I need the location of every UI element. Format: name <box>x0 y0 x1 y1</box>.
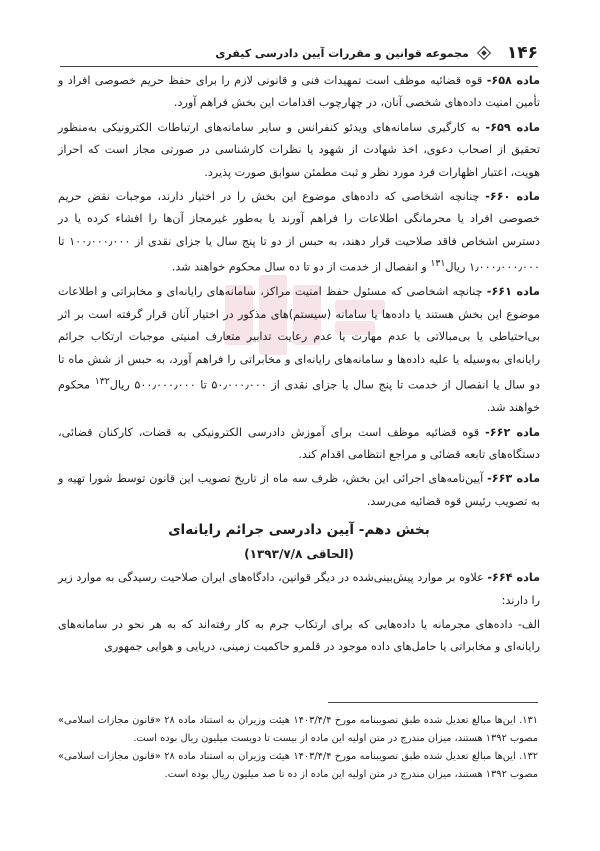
diamond-ornament-icon <box>477 46 491 60</box>
footnote-ref-132[interactable]: ۱۳۲ <box>94 376 110 388</box>
article-664: ماده ۶۶۴- علاوه بر موارد پیش‌بینی‌شده در دیگر قوانین، دادگاه‌های ایران صلاحیت رسیدگی به موارد زیر را دارند: <box>58 571 540 607</box>
footnote-131: ۱۳۱. این‌ها مبالغ تعدیل شده طبق تصویبنامه مورخ ۱۴۰۳/۴/۴ هیئت وزیران به استناد ماده ۲۸ «قانون مجازات اسلامی» مصوب ۱۳۹۲ هستند، میزان مندرج در متن اولیه این ماده از بیست تا دویست میلیون ریال بوده است. <box>58 715 538 744</box>
article-658: ماده ۶۵۸- قوه قضائیه موظف است تمهیدات فنی و قانونی لازم را برای حفظ حریم خصوصی افراد و تأمین امنیت داده‌های شخصی آنان، در چهارچوب اقدامات این بخش فراهم آورد. <box>58 74 541 110</box>
clause-a: الف- داده‌های مجرمانه یا داده‌هایی که برای ارتکاب جرم به کار رفته‌اند که به هر نحو در سامانه‌های رایانه‌ای و مخابراتی یا حامل‌های داده موجود در قلمرو حاکمیت زمینی، دریایی و هوایی جمهوری <box>58 618 540 654</box>
article-662: ماده ۶۶۲- قوه قضائیه موظف است برای آموزش دادرسی الکترونیکی به قضات، کارکنان قضائی، دستگاه‌های تابعه قضائی و مراجع انتظامی اقدام کند. <box>58 425 540 461</box>
main-text <box>58 70 540 661</box>
article-659: ماده ۶۵۹- به کارگیری سامانه‌های ویدئو کنفرانس و سایر سامانه‌های ارتباطات الکترونیکی به‌منظور تحقیق از اصحاب دعوی، اخذ شهادت از شهود یا نظرات کارشناسی در صورتی مجاز است که احراز هویت، اعتبار اظهارات فرد مورد نظر و ثبت مطمئن سوابق صورت پذیرد. <box>58 120 540 179</box>
section-date: (الحاقی ۱۳۹۳/۷/۸) <box>244 547 354 562</box>
article-663: ماده ۶۶۳- آیین‌نامه‌های اجرائی این بخش، ظرف سه ماه از تاریخ تصویب این قانون توسط شورا تهیه و به تصویب رئیس قوه قضائیه می‌رسد. <box>58 472 540 508</box>
page-number: ۱۴۶ <box>506 43 538 63</box>
page-header <box>60 40 538 66</box>
footnotes <box>58 712 538 784</box>
article-660: ماده ۶۶۰- چنانچه اشخاصی که داده‌های موضوع این بخش را در اختیار دارند، موجبات نقض حریم خصوصی افراد یا محرمانگی اطلاعات را فراهم آورند یا به‌طور غیرمجاز آن‌ها را افشاء کرده یا در دسترس اشخاص فاقد صلاحیت قرار دهند، به حبس از دو تا پنج سال یا جزای نقدی از ۱۰۰٫۰۰۰٫۰۰۰ تا ۱٫۰۰۰٫۰۰۰٫۰۰۰ ریال$^{۱۳۱}$ و انفصال از خدمت از دو تا ده سال محکوم خواهند شد. <box>58 190 540 274</box>
section-heading: بخش دهم- آیین دادرسی جرائم رایانه‌ای <box>168 522 430 539</box>
footnote-ref-131[interactable]: ۱۳۱ <box>430 258 446 270</box>
header-divider <box>60 66 538 67</box>
footnote-divider <box>328 702 538 703</box>
footnote-132: ۱۳۲. این‌ها مبالغ تعدیل شده طبق تصویبنامه مورخ ۱۴۰۳/۴/۴ هیئت وزیران به استناد ماده ۲۸ «قانون مجازات اسلامی» مصوب ۱۳۹۲ هستند، میزان مندرج در متن اولیه این ماده از ده تا صد میلیون ریال بوده است. <box>58 751 538 780</box>
article-661: ماده ۶۶۱- چنانچه اشخاصی که مسئول حفظ امنیت مراکز، سامانه‌های رایانه‌ای و مخابراتی و اطلاعات موضوع این بخش هستند یا داده‌ها یا سامانه (سیستم)های مذکور در اختیار آنان قرار گرفته است بر اثر بی‌احتیاطی یا بی‌مبالاتی یا عدم مهارت یا عدم رعایت تدابیر متعارف امنیتی موجبات ارتکاب جرائم رایانه‌ای به‌وسیله یا علیه داده‌ها و سامانه‌های رایانه‌ای و مخابراتی را فراهم آورد، به حبس از شش ماه تا دو سال یا انفصال از خدمت تا پنج سال یا جزای نقدی از ۵۰٫۰۰۰٫۰۰۰ تا ۵۰۰٫۰۰۰٫۰۰۰ ریال$^{۱۳۲}$ محکوم خواهند شد. <box>58 285 541 415</box>
running-title: مجموعه قوانین و مقررات آیین دادرسی کیفری <box>215 46 469 60</box>
